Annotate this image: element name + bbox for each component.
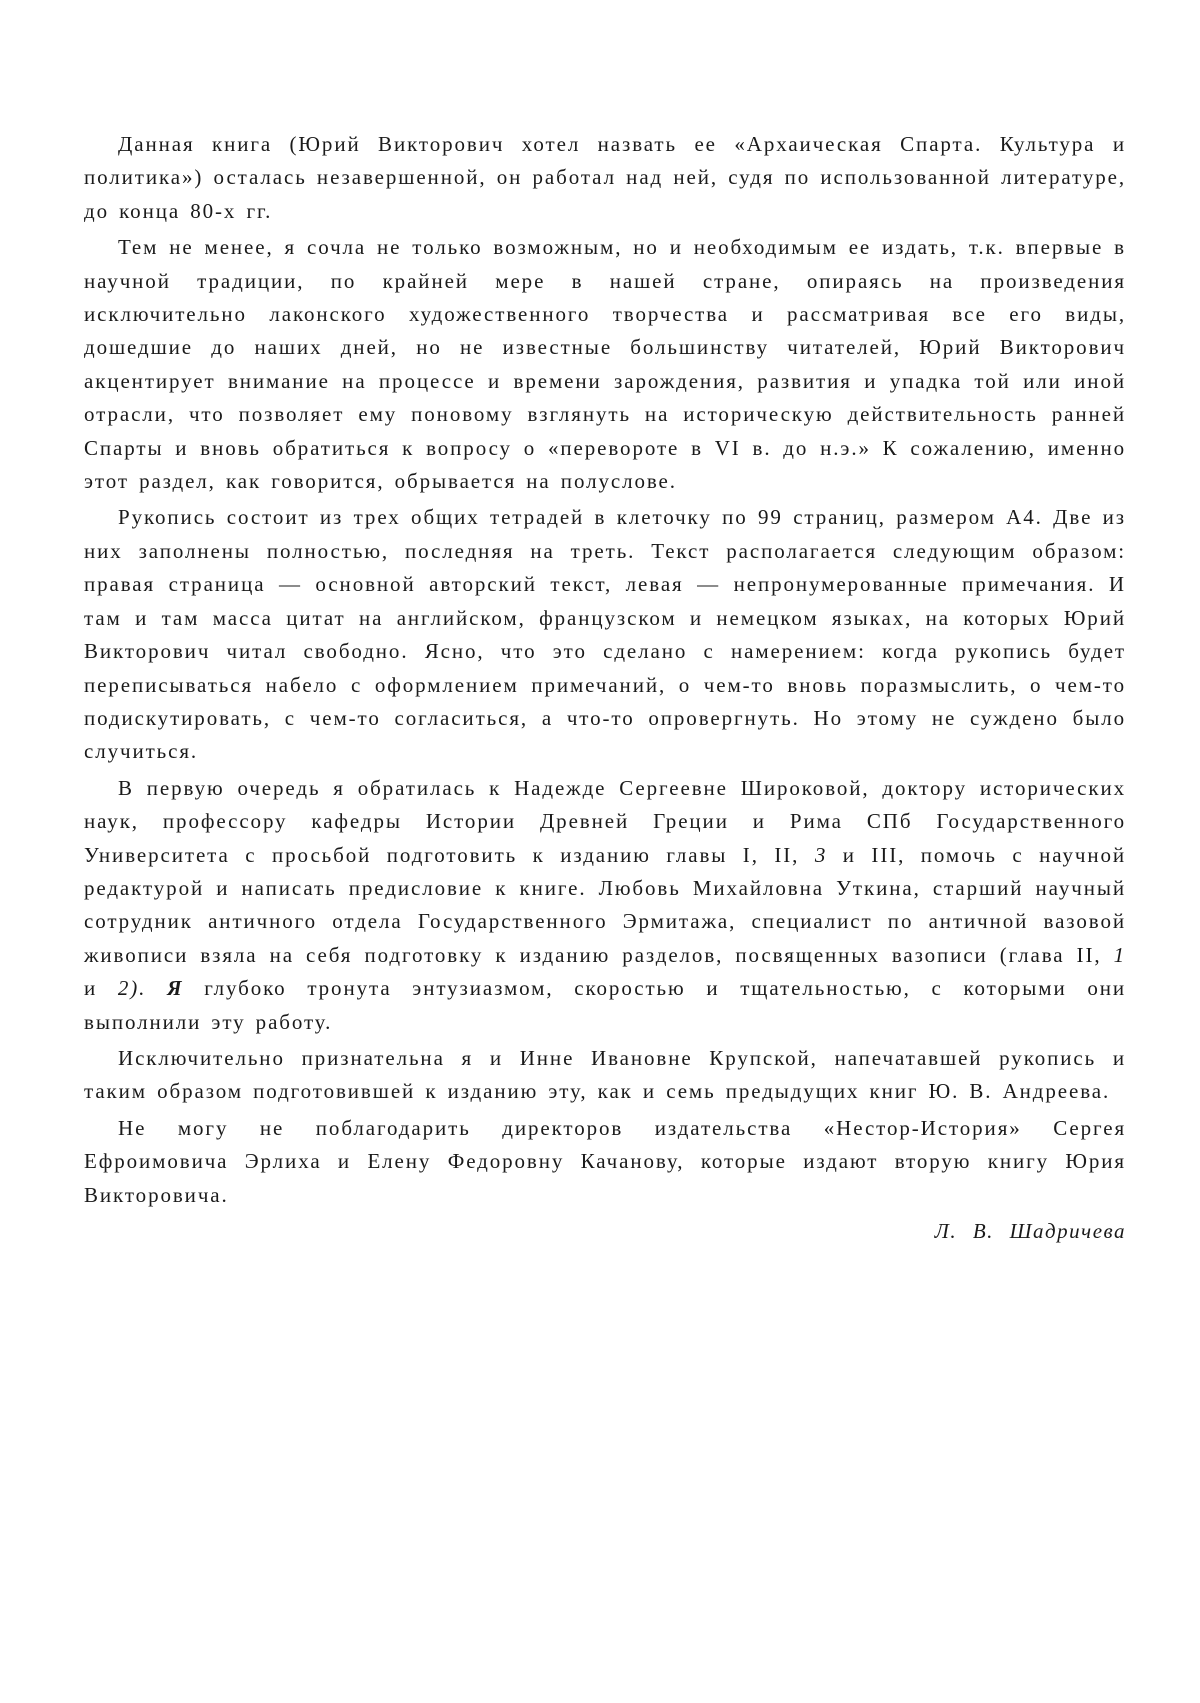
paragraph-4-text-2: и III, помочь с научной редактурой и написать предисловие к книге. Любовь Михайловна Уткина, старший научный сотрудник античного отдела Государственного Эрмитажа, специалист по античной вазовой живописи взяла на себя подготовку к изданию разделов, посвященных вазописи (глава II, [84,842,1126,967]
paragraph-publication-reason: Тем не менее, я сочла не только возможным, но и необходимым ее издать, т.к. впервые в научной традиции, по крайней мере в нашей стране, опираясь на произведения исключительно лаконского художественного творчества и рассматривая все его виды, дошедшие до наших дней, но не известные большинству читателей, Юрий Викторович акцентирует внимание на процессе и времени зарождения, развития и упадка той или иной отрасли, что позволяет ему поновому взглянуть на историческую действительность ранней Спарты и вновь обратиться к вопросу о «перевороте в VI в. до н.э.» К сожалению, именно этот раздел, как говорится, обрывается на полуслове. [84,235,1126,494]
paragraph-acknowledgements-typist: Исключительно признательна я и Инне Ивановне Крупской, напечатавшей рукопись и таким образом подготовившей к изданию эту, как и семь предыдущих книг Ю. В. Андреева. [84,1045,1126,1104]
paragraph-4-text-1: В первую очередь я обратилась к Надежде Сергеевне Широковой, доктору исторических наук, профессору кафедры Истории Древней Греции и Рима СПб Государственного Университета с просьбой подготовить к изданию главы I, II, [84,775,1126,867]
paragraph-acknowledgements-publisher: Не могу не поблагодарить директоров издательства «Нестор-История» Сергея Ефроимовича Эрлиха и Елену Федоровну Качанову, которые издают вторую книгу Юрия Викторовича. [84,1115,1126,1207]
document-page [84,128,1126,1248]
paragraph-acknowledgements-editors [84,772,1126,1039]
paragraph-4-text-3: и [84,976,118,1001]
paragraph-4-italic-chapter-3: 3 [814,842,828,867]
paragraph-4-text-4: глубоко тронута энтузиазмом, скоростью и тщательностью, с которыми они выполнили эту работу. [84,976,1126,1034]
paragraph-book-intro: Данная книга (Юрий Викторович хотел назвать ее «Архаическая Спарта. Культура и политика») осталась незавершенной, он работал над ней, судя по использованной литературе, до конца 80-х гг. [84,132,1126,223]
paragraph-manuscript-description: Рукопись состоит из трех общих тетрадей в клеточку по 99 страниц, размером А4. Две из них заполнены полностью, последняя на треть. Текст располагается следующим образом: правая страница — основной авторский текст, левая — непронумерованные примечания. И там и там масса цитат на английском, французском и немецком языках, на которых Юрий Викторович читал свободно. Ясно, что это сделано с намерением: когда рукопись будет переписываться набело с оформлением примечаний, о чем-то вновь поразмыслить, о чем-то подискутировать, с чем-то согласиться, а что-то опровергнуть. Но этому не суждено было случиться. [84,505,1126,764]
author-signature: Л. В. Шадричева [934,1219,1126,1243]
paragraph-4-italic-section-2: 2). [117,976,147,1001]
paragraph-4-italic-section-1: 1 [1113,942,1126,967]
paragraph-4-bold-pronoun: Я [167,976,184,1001]
